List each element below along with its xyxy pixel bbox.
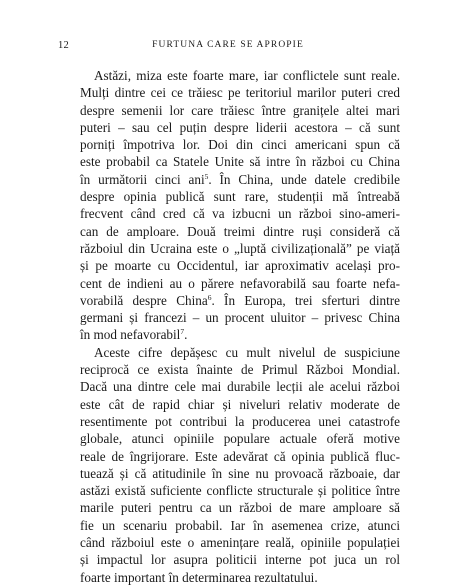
text-line: puteri – sau cel puțin despre liderii acestora – că sunt	[80, 119, 400, 135]
text-line: războiul din Ucraina este o „luptă civilizațională” pe viață	[80, 240, 400, 256]
body-text	[80, 67, 400, 586]
text-line: astăzi există suficiente conflicte structurale și politice între	[80, 483, 400, 499]
text-line: despre semenii lor care trăiesc între granițele altei mari	[80, 102, 400, 118]
text-line: reciprocă ce exista înainte de Primul Război Mondial.	[80, 362, 400, 378]
line-text: . În Europa, trei sferturi dintre	[211, 292, 400, 308]
line-text: vorabilă despre China	[80, 292, 208, 308]
paragraph	[80, 67, 400, 344]
text-line: marile puteri pentru ca un război de mare amploare să	[80, 500, 400, 516]
text-line: resentimente pot contribui la producerea unei catastrofe	[80, 413, 400, 429]
text-line: despre opinia publică sunt rare, studenții mă întreabă	[80, 189, 400, 205]
text-line: germani și francezi – un procent uluitor – privesc China	[80, 310, 400, 326]
line-text: în mod nefavorabil	[80, 327, 181, 343]
text-line: Astăzi, miza este foarte mare, iar conflictele sunt reale.	[94, 68, 400, 83]
text-line	[80, 292, 400, 309]
running-header	[58, 40, 398, 54]
text-line: când războiul este o amenințare reală, opiniile populației	[80, 535, 400, 551]
text-line	[80, 326, 400, 343]
text-line: foarte important în determinarea rezultatului.	[80, 569, 318, 585]
text-line: este cât de rapid chiar și niveluri relativ moderate de	[80, 396, 400, 412]
line-text: . În China, unde datele credibile	[208, 171, 400, 187]
line-text: în următorii cinci ani	[80, 171, 205, 187]
text-line: și impactul lor asupra politicii interne pot juca un rol	[80, 552, 400, 568]
text-line: can de amploare. Două treimi dintre ruși consideră că	[80, 223, 400, 239]
footnote-ref[interactable]: 5	[204, 171, 209, 181]
paragraph	[80, 344, 400, 586]
text-line	[80, 171, 400, 188]
text-line: reale de îngrijorare. Este adevărat că opinia publică fluc-	[80, 448, 400, 464]
text-line: Mulți dintre cei ce trăiesc pe teritoriul marilor puteri cred	[80, 85, 400, 101]
text-line: Aceste cifre depășesc cu mult nivelul de suspiciune	[94, 344, 400, 360]
text-line: și pe moarte cu Occidentul, iar aproximativ același pro-	[80, 258, 400, 274]
text-line: frecvent când cred că va izbucni un război sino-ameri-	[80, 206, 400, 222]
footnote-ref[interactable]: 7	[180, 327, 185, 337]
text-line: porniți împotriva lor. Doi din cinci americani spun că	[80, 137, 400, 153]
text-line: tuează și că atitudinile în sine nu provoacă războaie, dar	[80, 465, 400, 481]
text-line: Dacă una dintre cele mai durabile lecții ale acelui război	[80, 379, 400, 395]
page-number: 12	[58, 40, 70, 51]
text-line: este probabil ca Statele Unite să intre în război cu China	[80, 154, 400, 170]
line-text: .	[184, 327, 188, 343]
running-title: FURTUNA CARE SE APROPIE	[152, 40, 304, 50]
text-line: cent de indieni au o părere nefavorabilă sau foarte nefa-	[80, 275, 400, 291]
footnote-ref[interactable]: 6	[207, 292, 212, 302]
text-line: globale, atunci opiniile populare actuale oferă motive	[80, 431, 400, 447]
text-line: fie un scenariu probabil. Iar în asemenea crize, atunci	[80, 517, 400, 533]
